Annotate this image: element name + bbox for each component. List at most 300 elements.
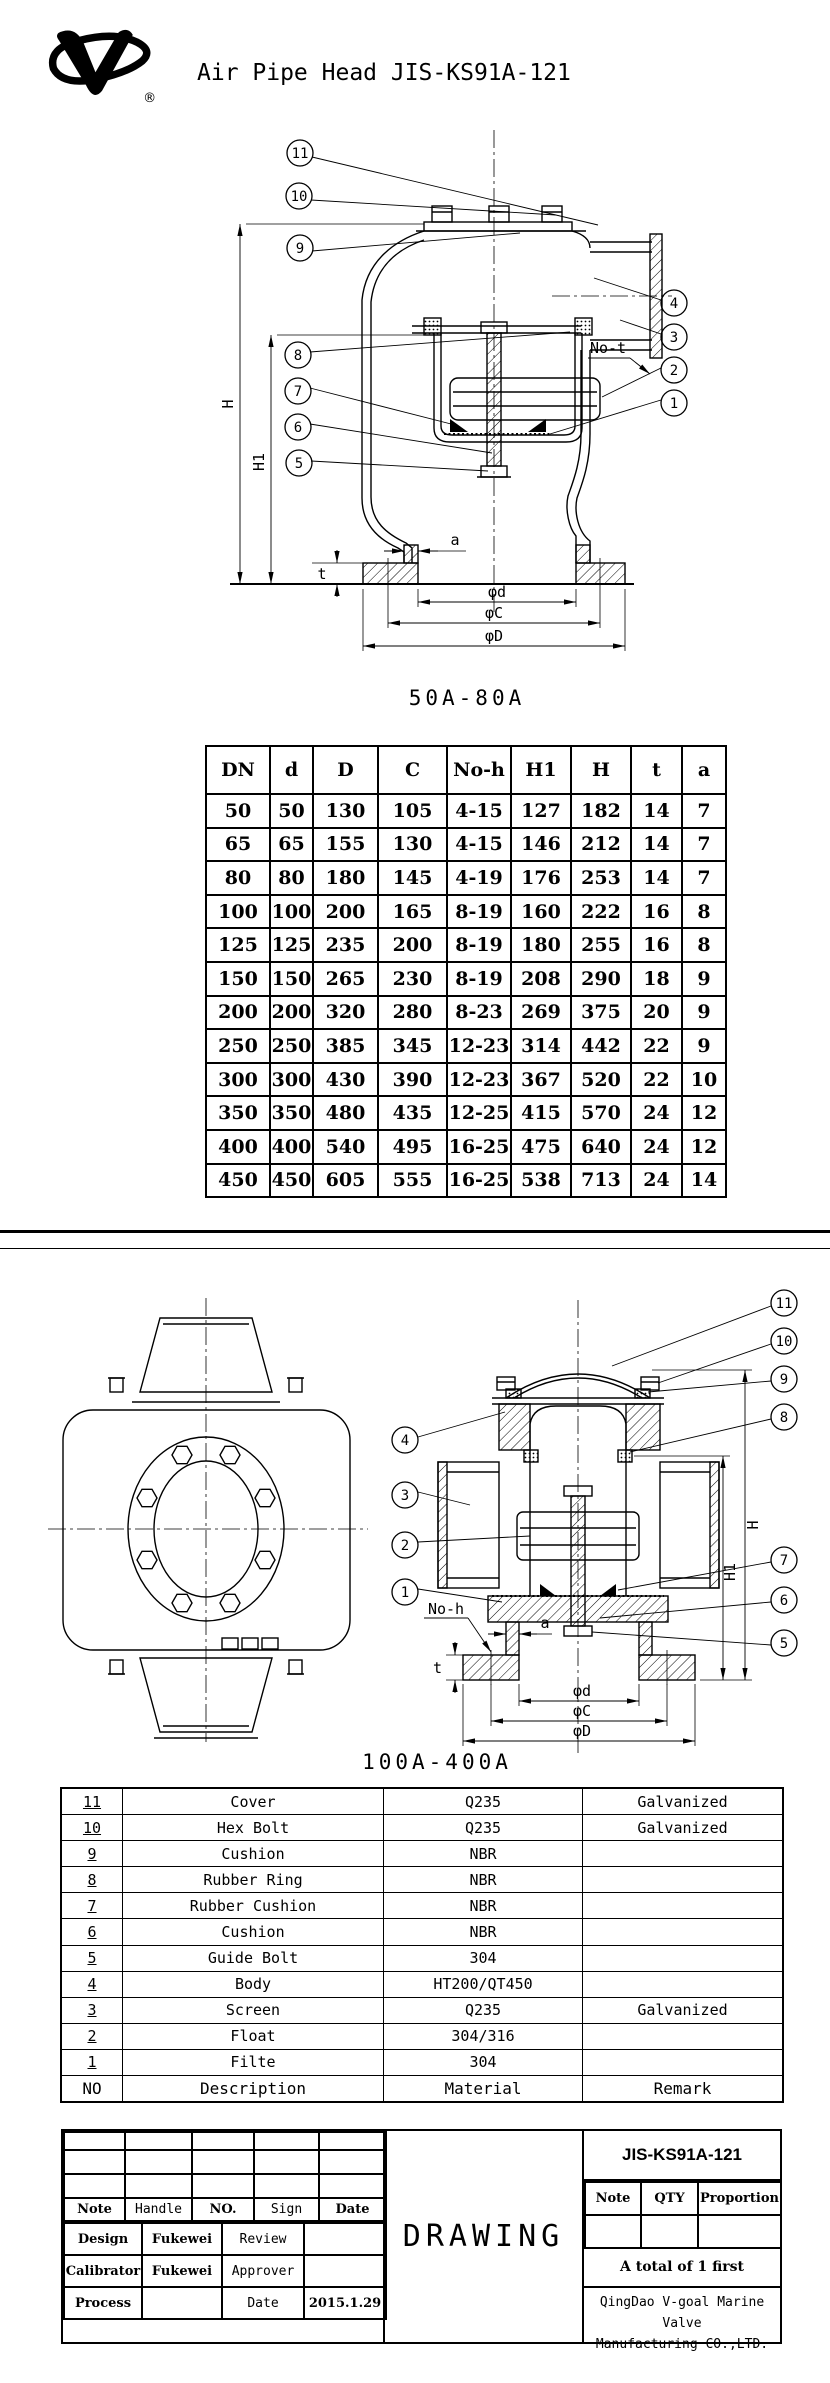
table-cell: 14 xyxy=(631,794,682,828)
calibrator-name: Fukewei xyxy=(142,2255,222,2287)
review-value xyxy=(304,2223,386,2255)
table-cell: 4-15 xyxy=(447,794,511,828)
table-cell: 222 xyxy=(571,895,631,929)
table-cell: 255 xyxy=(571,928,631,962)
dim-label-phic: φC xyxy=(572,1702,592,1720)
table-cell: 520 xyxy=(571,1063,631,1097)
empty-cell xyxy=(192,2132,254,2150)
table-cell: 24 xyxy=(631,1096,682,1130)
table-row xyxy=(206,1130,726,1164)
callout-number: 7 xyxy=(293,384,303,400)
section-divider-thick xyxy=(0,1230,830,1233)
table-cell: 160 xyxy=(511,895,571,929)
table-cell: 8-19 xyxy=(447,962,511,996)
callout-3 xyxy=(661,324,687,350)
table-cell: 130 xyxy=(378,828,447,862)
table-cell: Screen xyxy=(123,1997,384,2023)
callout-8 xyxy=(771,1404,797,1430)
callout-number: 11 xyxy=(291,146,309,162)
table-cell xyxy=(583,1867,783,1893)
dimension-table xyxy=(205,745,727,1198)
column-header: No-h xyxy=(447,746,511,794)
table-cell: 290 xyxy=(571,962,631,996)
table-cell: 10 xyxy=(62,1815,123,1841)
table-row xyxy=(206,1096,726,1130)
dim-label-h: H xyxy=(744,1520,762,1530)
empty-cell xyxy=(319,2174,386,2198)
table-row xyxy=(62,1841,783,1867)
table-cell: 265 xyxy=(313,962,378,996)
table-cell: 100 xyxy=(206,895,270,929)
dim-label-a: a xyxy=(450,531,460,549)
spec-qty: QTY xyxy=(641,2182,698,2215)
column-header: H xyxy=(571,746,631,794)
table-cell xyxy=(583,1919,783,1945)
table-cell: 145 xyxy=(378,861,447,895)
callout-number: 1 xyxy=(400,1585,410,1601)
table-row xyxy=(206,895,726,929)
table-cell: 7 xyxy=(62,1893,123,1919)
table-row xyxy=(206,1029,726,1063)
table-cell: 375 xyxy=(571,996,631,1030)
table-cell xyxy=(583,2023,783,2049)
table-cell xyxy=(583,1945,783,1971)
col-no: NO. xyxy=(192,2198,254,2221)
table-cell: 200 xyxy=(378,928,447,962)
table-cell: 250 xyxy=(270,1029,313,1063)
callout-1 xyxy=(661,390,687,416)
centerlines xyxy=(494,130,672,614)
table-cell: 127 xyxy=(511,794,571,828)
table-cell: 125 xyxy=(206,928,270,962)
callout-5 xyxy=(286,450,312,476)
table-cell: 16-25 xyxy=(447,1164,511,1198)
caption-100a-400a: 100A-400A xyxy=(362,1750,512,1774)
drawing-50a-80a xyxy=(0,90,830,670)
table-cell: Float xyxy=(123,2023,384,2049)
table-cell: 304 xyxy=(384,2049,583,2075)
table-cell: 314 xyxy=(511,1029,571,1063)
guide-bolt xyxy=(477,322,511,477)
table-cell: 385 xyxy=(313,1029,378,1063)
table-cell: 14 xyxy=(631,861,682,895)
table-cell: 14 xyxy=(631,828,682,862)
part-callouts xyxy=(285,140,687,476)
table-row xyxy=(206,996,726,1030)
table-cell: 300 xyxy=(270,1063,313,1097)
table-row xyxy=(206,861,726,895)
table-cell: Cover xyxy=(123,1789,384,1815)
table-row xyxy=(62,1867,783,1893)
table-cell: NBR xyxy=(384,1893,583,1919)
model-number: JIS-KS91A-121 xyxy=(584,2131,780,2181)
table-row xyxy=(62,1919,783,1945)
callout-11 xyxy=(287,140,313,166)
drawing-word: DRAWING xyxy=(402,2219,565,2254)
table-cell: Rubber Cushion xyxy=(123,1893,384,1919)
spec-note: Note xyxy=(585,2182,641,2215)
table-cell: Galvanized xyxy=(583,1789,783,1815)
parts-table xyxy=(61,1788,783,2102)
table-cell: 475 xyxy=(511,1130,571,1164)
table-cell: 5 xyxy=(62,1945,123,1971)
table-cell: Hex Bolt xyxy=(123,1815,384,1841)
callout-7 xyxy=(771,1547,797,1573)
table-cell: 16-25 xyxy=(447,1130,511,1164)
table-cell xyxy=(583,1971,783,1997)
table-row xyxy=(206,1164,726,1198)
callout-number: 7 xyxy=(779,1553,789,1569)
table-cell: 300 xyxy=(206,1063,270,1097)
table-cell: 435 xyxy=(378,1096,447,1130)
table-row xyxy=(62,2049,783,2075)
table-cell: 345 xyxy=(378,1029,447,1063)
table-cell: 538 xyxy=(511,1164,571,1198)
total-note: A total of 1 first xyxy=(584,2249,780,2288)
table-cell: Q235 xyxy=(384,1997,583,2023)
table-cell: 350 xyxy=(206,1096,270,1130)
dim-label-phiD: φD xyxy=(572,1722,592,1740)
table-cell: 176 xyxy=(511,861,571,895)
dim-label-a: a xyxy=(540,1614,550,1632)
table-cell: HT200/QT450 xyxy=(384,1971,583,1997)
table-cell: 4-19 xyxy=(447,861,511,895)
table-cell: 8 xyxy=(682,895,726,929)
table-row xyxy=(206,828,726,862)
table-cell: 150 xyxy=(206,962,270,996)
table-cell: 80 xyxy=(270,861,313,895)
front-view xyxy=(48,1298,368,1742)
company-name xyxy=(584,2288,780,2355)
table-cell: 65 xyxy=(206,828,270,862)
table-row xyxy=(62,1893,783,1919)
table-row xyxy=(62,1815,783,1841)
table-cell: 555 xyxy=(378,1164,447,1198)
dim-label-no-h: No-h xyxy=(427,1600,465,1618)
table-cell: 230 xyxy=(378,962,447,996)
table-cell: 6 xyxy=(62,1919,123,1945)
company-line-2: Manufacturing CO.,LTD. xyxy=(595,2336,769,2352)
table-cell: 22 xyxy=(631,1029,682,1063)
table-cell: Material xyxy=(384,2076,583,2102)
table-cell: 3 xyxy=(62,1997,123,2023)
table-cell: 125 xyxy=(270,928,313,962)
table-cell: 7 xyxy=(682,861,726,895)
table-cell: 450 xyxy=(206,1164,270,1198)
col-note: Note xyxy=(64,2198,125,2221)
table-cell: 180 xyxy=(511,928,571,962)
dim-label-h1: H1 xyxy=(721,1562,739,1582)
table-row xyxy=(206,794,726,828)
table-cell: 640 xyxy=(571,1130,631,1164)
callout-10 xyxy=(771,1328,797,1354)
callout-4 xyxy=(661,290,687,316)
table-cell: Galvanized xyxy=(583,1815,783,1841)
table-cell: NO xyxy=(62,2076,123,2102)
table-cell: 495 xyxy=(378,1130,447,1164)
table-cell: 9 xyxy=(682,1029,726,1063)
callout-2 xyxy=(392,1532,418,1558)
cover-plate xyxy=(416,222,586,231)
dim-label-no-t: No-t xyxy=(589,339,627,357)
callout-number: 3 xyxy=(400,1488,410,1504)
callout-3 xyxy=(392,1482,418,1508)
column-header: t xyxy=(631,746,682,794)
empty-cell xyxy=(192,2174,254,2198)
table-cell xyxy=(583,2049,783,2075)
table-cell: 10 xyxy=(682,1063,726,1097)
callout-number: 2 xyxy=(400,1538,410,1554)
empty-cell xyxy=(64,2174,125,2198)
empty-row xyxy=(64,2132,386,2150)
callout-number: 6 xyxy=(293,420,303,436)
table-row xyxy=(206,1063,726,1097)
page-title: Air Pipe Head JIS-KS91A-121 xyxy=(197,60,571,86)
callout-number: 10 xyxy=(290,189,308,205)
column-header: H1 xyxy=(511,746,571,794)
table-cell: 450 xyxy=(270,1164,313,1198)
callout-10 xyxy=(286,183,312,209)
body-outer-wall xyxy=(362,231,590,563)
spec-proportion: Proportion xyxy=(698,2182,781,2215)
table-cell: Description xyxy=(123,2076,384,2102)
callout-number: 4 xyxy=(669,296,679,312)
table-cell: 7 xyxy=(682,794,726,828)
dim-label-t: t xyxy=(317,565,327,583)
table-cell: NBR xyxy=(384,1919,583,1945)
callout-number: 6 xyxy=(779,1593,789,1609)
table-cell: 350 xyxy=(270,1096,313,1130)
table-cell: 1 xyxy=(62,2049,123,2075)
table-cell: 8 xyxy=(682,928,726,962)
dim-label-phiD: φD xyxy=(484,627,504,645)
callout-number: 1 xyxy=(669,396,679,412)
bottom-flange xyxy=(463,1650,695,1685)
empty-cell xyxy=(64,2150,125,2174)
caption-50a-80a: 50A-80A xyxy=(408,686,526,710)
table-cell: 415 xyxy=(511,1096,571,1130)
table-cell xyxy=(583,1841,783,1867)
empty-row xyxy=(64,2150,386,2174)
date-label: Date xyxy=(222,2287,304,2319)
callout-9 xyxy=(287,235,313,261)
empty-cell xyxy=(641,2215,698,2248)
table-cell: 14 xyxy=(682,1164,726,1198)
table-cell: 320 xyxy=(313,996,378,1030)
table-cell: 18 xyxy=(631,962,682,996)
registered-mark: ® xyxy=(143,91,157,104)
design-label: Design xyxy=(64,2223,142,2255)
callout-5 xyxy=(771,1630,797,1656)
process-value xyxy=(142,2287,222,2319)
callout-1 xyxy=(392,1579,418,1605)
drawing-100a-400a xyxy=(0,1265,830,1765)
callout-number: 10 xyxy=(775,1334,793,1350)
table-cell: 9 xyxy=(682,962,726,996)
company-line-1: QingDao V-goal Marine Valve xyxy=(599,2295,765,2331)
table-cell: 12-23 xyxy=(447,1063,511,1097)
callout-number: 3 xyxy=(669,330,679,346)
table-cell xyxy=(583,1893,783,1919)
table-cell: 105 xyxy=(378,794,447,828)
dim-label-phic: φC xyxy=(484,604,504,622)
table-cell: 12 xyxy=(682,1130,726,1164)
column-header: d xyxy=(270,746,313,794)
empty-cell xyxy=(254,2174,319,2198)
dim-label-phid: φd xyxy=(487,583,507,601)
callout-7 xyxy=(285,378,311,404)
table-cell: NBR xyxy=(384,1841,583,1867)
table-cell: 12-23 xyxy=(447,1029,511,1063)
table-cell: 200 xyxy=(206,996,270,1030)
table-cell: 713 xyxy=(571,1164,631,1198)
spec-table xyxy=(584,2181,782,2249)
table-cell: 200 xyxy=(270,996,313,1030)
callout-6 xyxy=(771,1587,797,1613)
table-cell: NBR xyxy=(384,1867,583,1893)
approval-header-row xyxy=(64,2198,386,2221)
column-header: a xyxy=(682,746,726,794)
table-row xyxy=(62,1789,783,1815)
table-cell: 12 xyxy=(682,1096,726,1130)
table-cell: 540 xyxy=(313,1130,378,1164)
table-cell: 182 xyxy=(571,794,631,828)
table-cell: 22 xyxy=(631,1063,682,1097)
body-outline xyxy=(63,1410,350,1650)
col-date: Date xyxy=(319,2198,386,2221)
table-row xyxy=(206,962,726,996)
empty-cell xyxy=(254,2150,319,2174)
table-row xyxy=(62,1971,783,1997)
table-cell: 16 xyxy=(631,895,682,929)
spec-pane xyxy=(584,2131,780,2352)
table-cell: 146 xyxy=(511,828,571,862)
dim-label-t: t xyxy=(432,1659,442,1677)
table-cell: 165 xyxy=(378,895,447,929)
callout-number: 5 xyxy=(294,456,304,472)
table-cell: 8-23 xyxy=(447,996,511,1030)
table-cell: 367 xyxy=(511,1063,571,1097)
column-header: D xyxy=(313,746,378,794)
table-cell: 235 xyxy=(313,928,378,962)
empty-cell xyxy=(319,2132,386,2150)
dim-label-phid: φd xyxy=(572,1682,592,1700)
table-cell: Remark xyxy=(583,2076,783,2102)
table-cell: 9 xyxy=(62,1841,123,1867)
designer-name: Fukewei xyxy=(142,2223,222,2255)
process-row xyxy=(64,2287,386,2319)
callout-11 xyxy=(771,1290,797,1316)
dimension-lines xyxy=(219,224,650,651)
table-cell: 269 xyxy=(511,996,571,1030)
empty-cell xyxy=(585,2215,641,2248)
spec-empty-row xyxy=(585,2215,781,2248)
column-header: DN xyxy=(206,746,270,794)
design-row xyxy=(64,2223,386,2255)
table-cell: 304/316 xyxy=(384,2023,583,2049)
callout-2 xyxy=(661,357,687,383)
empty-cell xyxy=(125,2132,192,2150)
table-row xyxy=(62,2076,783,2102)
callout-number: 4 xyxy=(400,1433,410,1449)
table-cell: Cushion xyxy=(123,1919,384,1945)
table-cell: 390 xyxy=(378,1063,447,1097)
approval-grid xyxy=(63,2131,385,2342)
table-cell: 480 xyxy=(313,1096,378,1130)
table-cell: 8 xyxy=(62,1867,123,1893)
table-cell: 430 xyxy=(313,1063,378,1097)
dim-label-h1: H1 xyxy=(250,452,268,472)
table-cell: 304 xyxy=(384,1945,583,1971)
title-block xyxy=(61,2129,782,2352)
table-cell: 250 xyxy=(206,1029,270,1063)
section-divider-thin xyxy=(0,1248,830,1249)
table-cell: 24 xyxy=(631,1164,682,1198)
table-cell: 180 xyxy=(313,861,378,895)
table-cell: 155 xyxy=(313,828,378,862)
table-cell: 7 xyxy=(682,828,726,862)
table-cell: Q235 xyxy=(384,1789,583,1815)
dimension-table-header-row xyxy=(206,746,726,794)
empty-cell xyxy=(64,2132,125,2150)
table-cell: 8-19 xyxy=(447,895,511,929)
callout-number: 8 xyxy=(293,348,303,364)
callout-number: 2 xyxy=(669,363,679,379)
table-cell: 280 xyxy=(378,996,447,1030)
empty-cell xyxy=(254,2132,319,2150)
process-label: Process xyxy=(64,2287,142,2319)
table-row xyxy=(62,1945,783,1971)
bottom-neck xyxy=(506,1622,652,1655)
callout-4 xyxy=(392,1427,418,1453)
table-cell: 253 xyxy=(571,861,631,895)
table-cell: 50 xyxy=(270,794,313,828)
col-handle: Handle xyxy=(125,2198,192,2221)
calibrator-label: Calibrator xyxy=(64,2255,142,2287)
table-cell: 130 xyxy=(313,794,378,828)
empty-row xyxy=(64,2174,386,2198)
table-cell: 9 xyxy=(682,996,726,1030)
bottom-neck xyxy=(404,545,590,563)
table-cell: 80 xyxy=(206,861,270,895)
table-cell: 50 xyxy=(206,794,270,828)
callout-number: 8 xyxy=(779,1410,789,1426)
table-cell: 4 xyxy=(62,1971,123,1997)
column-header: C xyxy=(378,746,447,794)
table-cell: Guide Bolt xyxy=(123,1945,384,1971)
empty-cell xyxy=(192,2150,254,2174)
table-cell: 24 xyxy=(631,1130,682,1164)
callout-number: 5 xyxy=(779,1636,789,1652)
drawing-cell xyxy=(385,2131,584,2342)
calibrator-row xyxy=(64,2255,386,2287)
callout-8 xyxy=(285,342,311,368)
dim-label-h: H xyxy=(219,399,237,409)
table-cell: Body xyxy=(123,1971,384,1997)
table-cell: Galvanized xyxy=(583,1997,783,2023)
approver-value xyxy=(304,2255,386,2287)
table-cell: 11 xyxy=(62,1789,123,1815)
table-cell: 208 xyxy=(511,962,571,996)
table-cell: 400 xyxy=(270,1130,313,1164)
table-cell: Cushion xyxy=(123,1841,384,1867)
spec-header-row xyxy=(585,2182,781,2215)
table-cell: 605 xyxy=(313,1164,378,1198)
table-row xyxy=(62,2023,783,2049)
table-cell: 12-25 xyxy=(447,1096,511,1130)
table-cell: 100 xyxy=(270,895,313,929)
empty-cell xyxy=(125,2150,192,2174)
